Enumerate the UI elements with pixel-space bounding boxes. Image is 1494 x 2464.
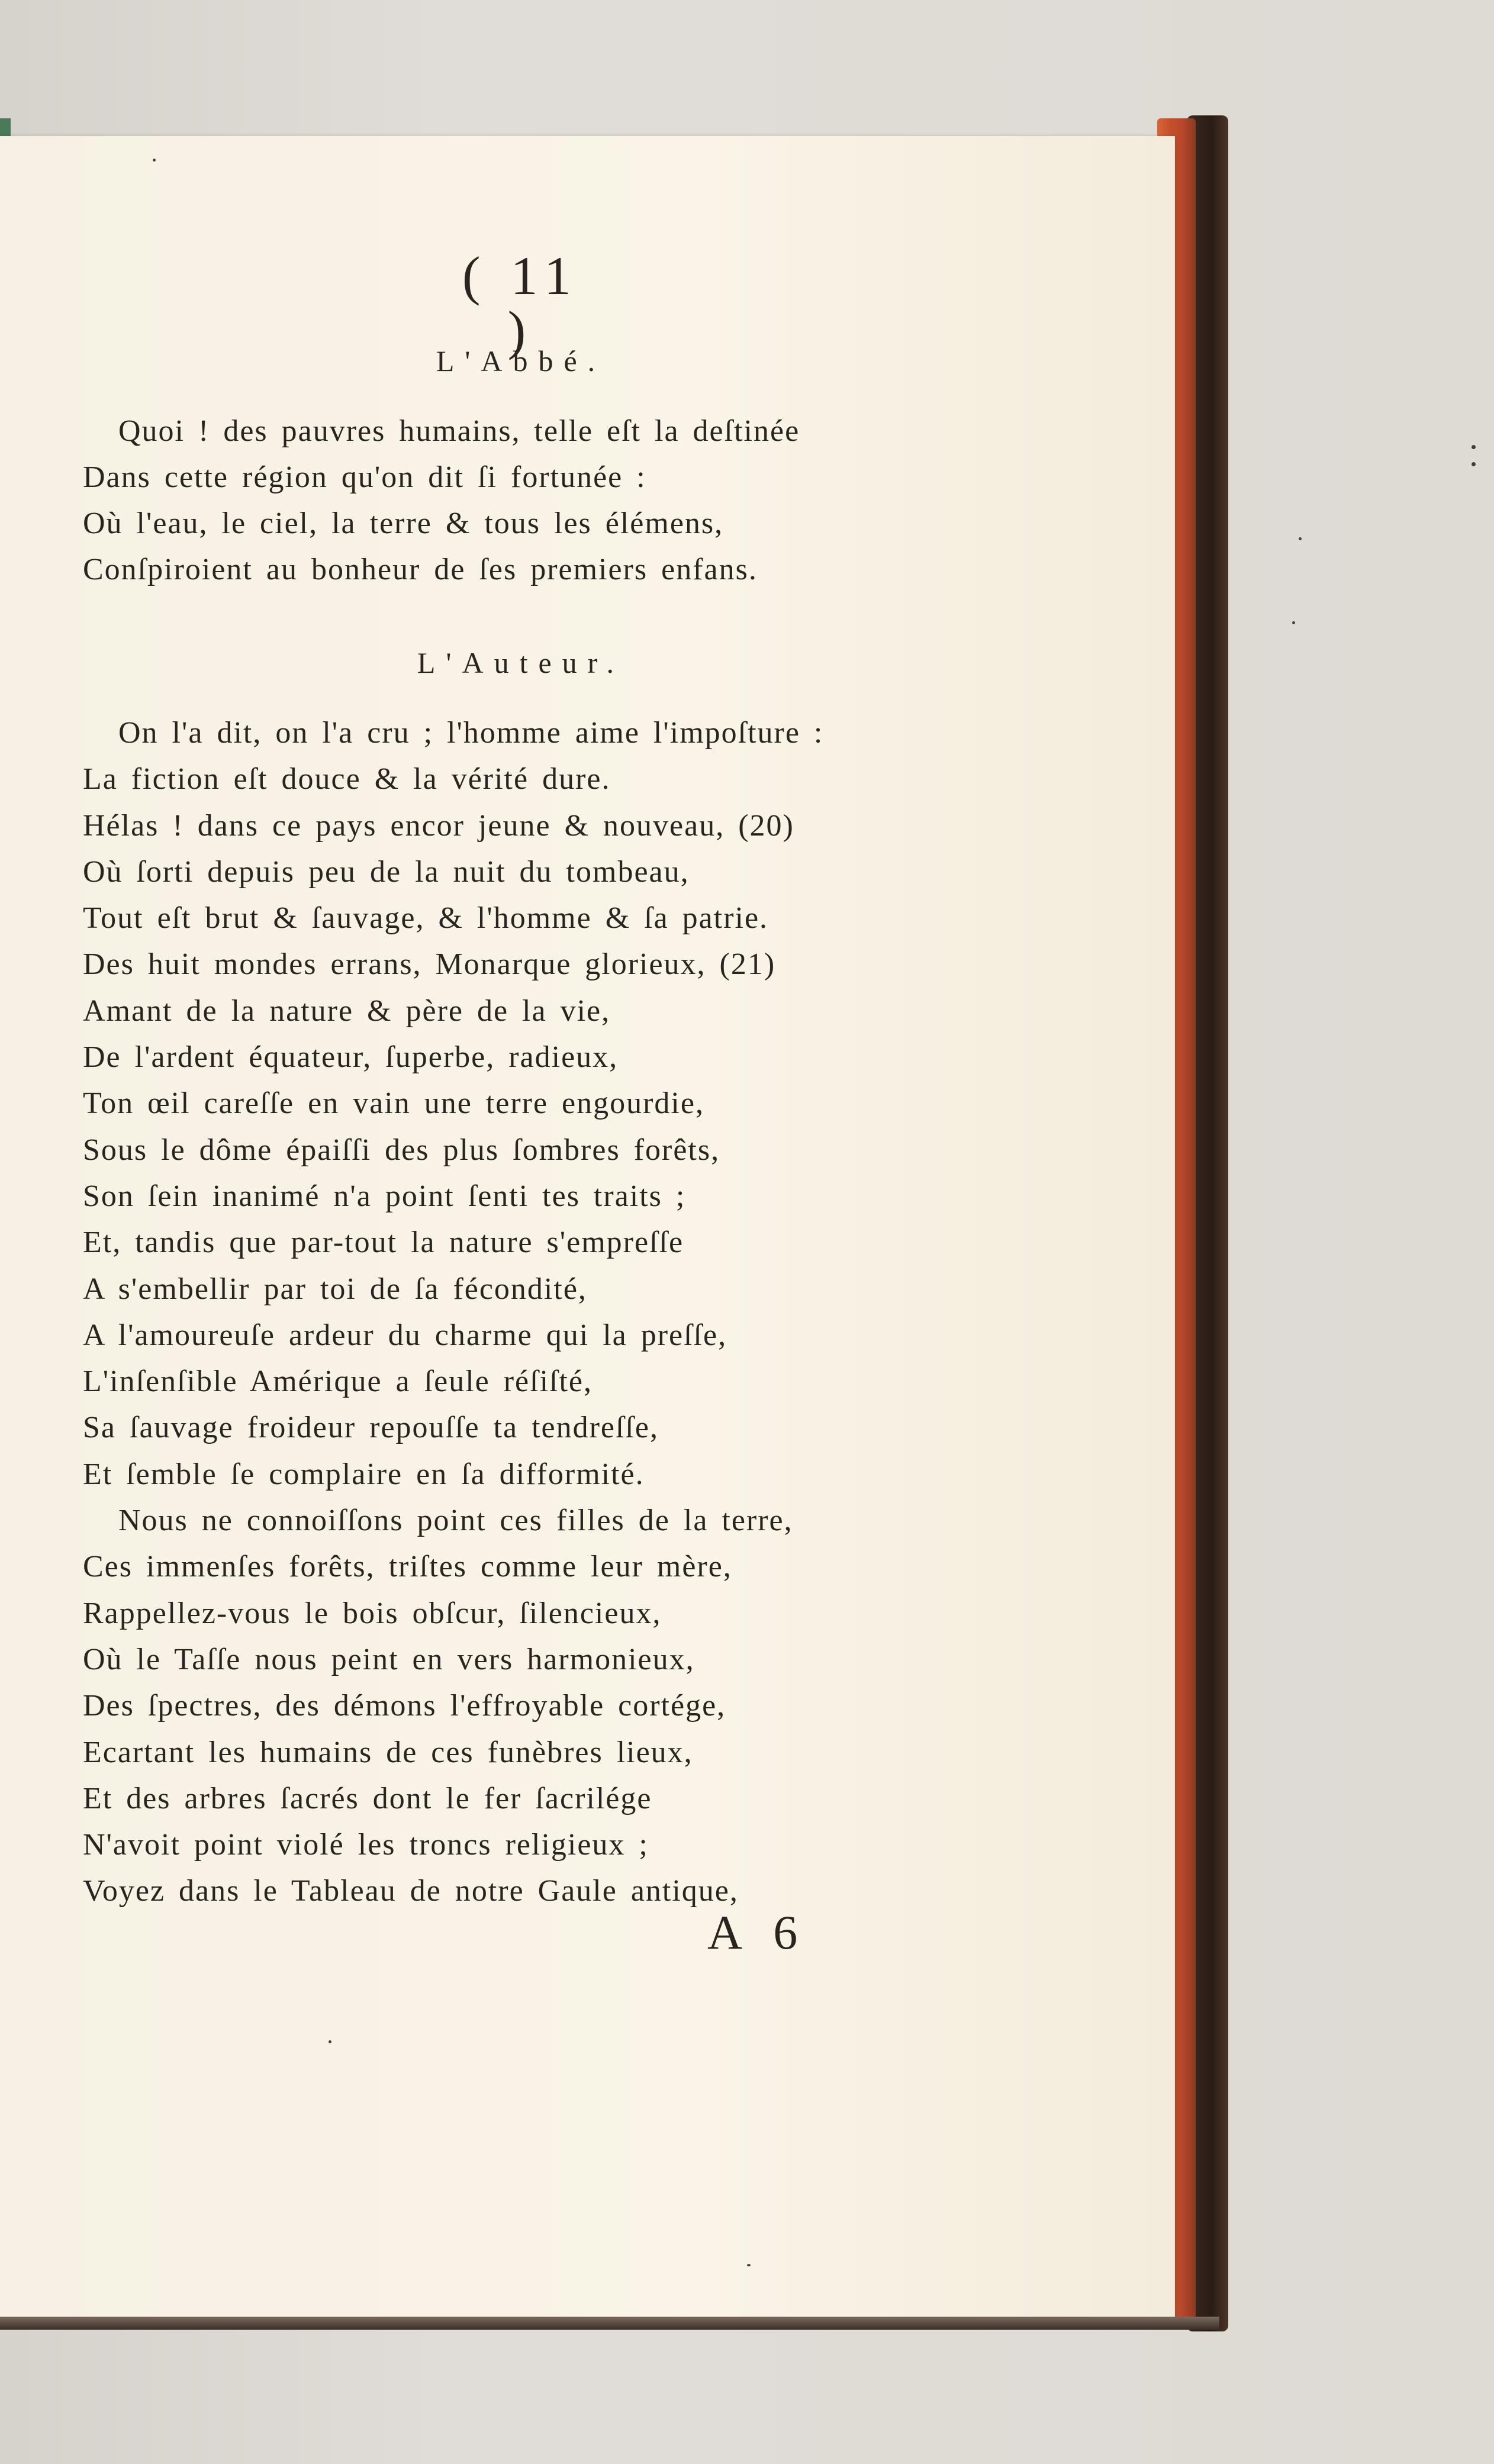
verse-line: Et des arbres ſacrés dont le fer ſacrilége	[83, 1781, 652, 1815]
verse-line: Amant de la nature & père de la vie,	[83, 994, 611, 1028]
verse-line: Où l'eau, le ciel, la terre & tous les élémens,	[83, 507, 724, 540]
ink-speck	[1292, 621, 1295, 624]
verse-line: Voyez dans le Tableau de notre Gaule antique,	[83, 1874, 739, 1908]
verse-line: Dans cette région qu'on dit ſi fortunée :	[83, 460, 646, 494]
ink-speck	[747, 2264, 751, 2266]
verse-line: Sa ſauvage froideur repouſſe ta tendreſſe,	[83, 1411, 659, 1445]
verse-line: Et, tandis que par-tout la nature s'empreſſe	[83, 1225, 684, 1260]
speaker-heading-abbe: L'Abbé.	[436, 344, 606, 378]
verse-line: Conſpiroient au bonheur de ſes premiers enfans.	[83, 553, 758, 586]
ink-speck	[329, 2040, 331, 2043]
verse-line: Des huit mondes errans, Monarque glorieux, (21)	[83, 947, 776, 982]
signature-mark: A 6	[707, 1905, 809, 1959]
ink-speck	[1472, 462, 1476, 466]
verse-line: Des ſpectres, des démons l'effroyable cortége,	[83, 1689, 726, 1723]
verse-line: Ton œil careſſe en vain une terre engourdie,	[83, 1086, 704, 1121]
verse-line: Rappellez-vous le bois obſcur, ſilencieux,	[83, 1596, 662, 1630]
verse-line: A l'amoureuſe ardeur du charme qui la preſſe,	[83, 1318, 727, 1352]
verse-line: Tout eſt brut & ſauvage, & l'homme & ſa patrie.	[83, 901, 769, 936]
ink-speck	[1472, 445, 1476, 449]
verse-line: L'inſenſible Amérique a ſeule réſiſté,	[83, 1365, 593, 1399]
verse-line: Ces immenſes forêts, triſtes comme leur mère,	[83, 1550, 732, 1584]
speaker-heading-auteur: L'Auteur.	[417, 646, 625, 679]
verse-line: Ecartant les humains de ces funèbres lieux,	[83, 1735, 693, 1769]
verse-line: On l'a dit, on l'a cru ; l'homme aime l'impoſture :	[118, 716, 824, 750]
verse-stanza-abbe	[83, 408, 912, 593]
ink-speck	[153, 159, 156, 162]
verse-line: Hélas ! dans ce pays encor jeune & nouveau, (20)	[83, 808, 794, 843]
verse-line: Nous ne connoiſſons point ces filles de la terre,	[118, 1504, 793, 1538]
verse-line: De l'ardent équateur, ſuperbe, radieux,	[83, 1040, 619, 1075]
ink-speck	[1299, 537, 1302, 540]
verse-line: Où le Taſſe nous peint en vers harmonieux,	[83, 1642, 695, 1676]
verse-line: Sous le dôme épaiſſi des plus ſombres forêts,	[83, 1133, 720, 1167]
verse-line: Où ſorti depuis peu de la nuit du tombeau,	[83, 854, 690, 889]
verse-line: Quoi ! des pauvres humains, telle eſt la deſtinée	[118, 414, 800, 448]
verse-line: N'avoit point violé les troncs religieux ;	[83, 1828, 649, 1862]
page-number: ( 11 )	[462, 246, 580, 360]
verse-line: A s'embellir par toi de ſa fécondité,	[83, 1272, 587, 1306]
verse-line: Son ſein inanimé n'a point ſenti tes traits ;	[83, 1179, 686, 1213]
verse-line: Et ſemble ſe complaire en ſa difformité.	[83, 1457, 645, 1491]
verse-stanza-auteur	[83, 710, 971, 1915]
verse-line: La fiction eſt douce & la vérité dure.	[83, 762, 611, 796]
